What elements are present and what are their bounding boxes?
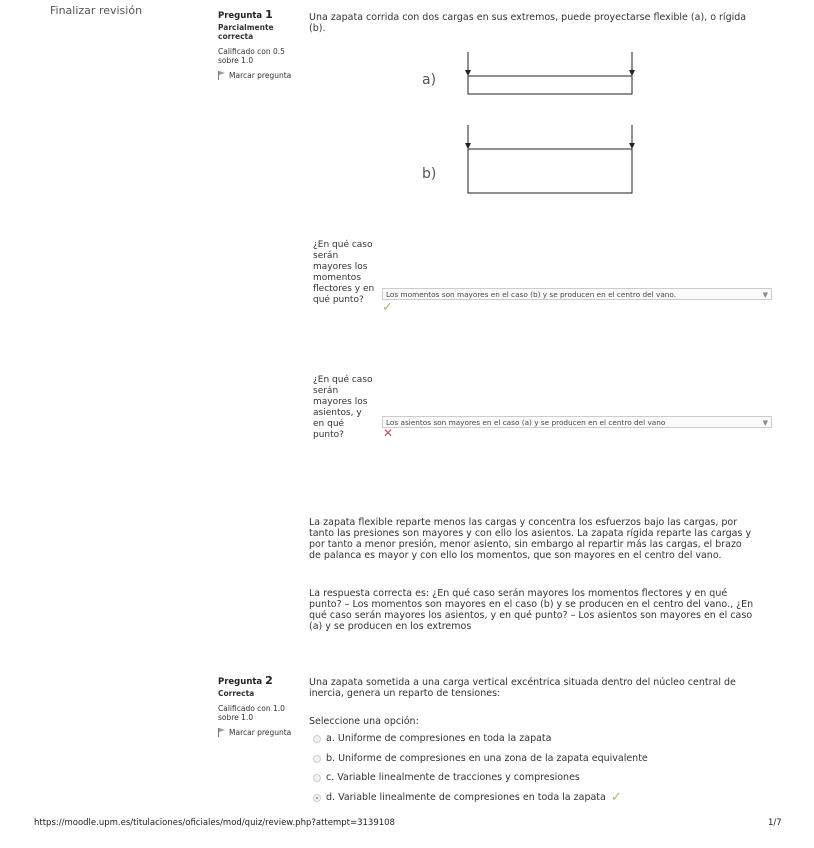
footer-url: https://moodle.upm.es/titulaciones/oficiales/mod/quiz/review.php?attempt=3139108: [34, 818, 395, 828]
correct-check-icon: ✓: [382, 300, 393, 315]
radio-b[interactable]: [313, 755, 321, 763]
footer-page-number: 1/7: [768, 818, 782, 828]
question-1-number: Pregunta 1: [218, 8, 273, 21]
question-1-info: [218, 10, 298, 80]
subquestion-1-select[interactable]: Los momentos son mayores en el caso (b) y se producen en el centro del vano. ▼: [382, 288, 772, 300]
option-c[interactable]: c. Variable linealmente de tracciones y compresiones: [313, 772, 580, 784]
flag-icon: [218, 71, 226, 80]
question-1-text: Una zapata corrida con dos cargas en sus extremos, puede proyectarse flexible (a), o rígida (b).: [309, 12, 747, 34]
subquestion-2-select[interactable]: Los asientos son mayores en el caso (a) y se producen en el centro del vano ▼: [382, 416, 772, 428]
figure-a-label: a): [422, 72, 437, 88]
option-d[interactable]: d. Variable linealmente de compresiones en toda la zapata ✓: [313, 792, 622, 804]
question-2-grade: Calificado con 1.0 sobre 1.0: [218, 704, 285, 722]
figure-b-rigid-footing: [462, 125, 640, 195]
correct-check-icon: ✓: [610, 790, 622, 805]
subquestion-1-prompt: ¿En qué caso serán mayores los momentos flectores y en qué punto?: [313, 240, 375, 305]
chevron-down-icon: ▼: [762, 291, 768, 299]
flag-icon: [218, 728, 226, 737]
question-1-feedback: La zapata flexible reparte menos las cargas y concentra los esfuerzos bajo las cargas, por tanto las presiones son mayores y con ello los asientos. La zapata rígida reparte las cargas y por tanto a menor presión, menor asiento, sin embargo al repartir más las cargas, el brazo de palanca es mayor y con ello los momentos, que son mayores en el centro del vano.: [309, 517, 752, 561]
question-2-state: Correcta: [218, 689, 255, 698]
radio-c[interactable]: [313, 774, 321, 782]
radio-a[interactable]: [313, 735, 321, 743]
option-b[interactable]: b. Uniforme de compresiones en una zona de la zapata equivalente: [313, 753, 648, 765]
flag-question-2[interactable]: Marcar pregunta: [218, 728, 298, 737]
option-a[interactable]: a. Uniforme de compresiones en toda la zapata: [313, 733, 551, 745]
question-1-right-answer: La respuesta correcta es: ¿En qué caso serán mayores los momentos flectores y en qué punto? – Los momentos son mayores en el caso (b) y se producen en el centro del vano., ¿En qué caso serán mayores los asientos, y en qué punto? – Los asientos son mayores en el caso (a) y se producen en los extremos: [309, 588, 754, 632]
question-2-text: Una zapata sometida a una carga vertical excéntrica situada dentro del núcleo central de inercia, genera un reparto de tensiones:: [309, 677, 736, 699]
figure-a-flexible-footing: [462, 52, 640, 97]
incorrect-cross-icon: ✕: [383, 426, 394, 440]
question-1-grade: Calificado con 0.5 sobre 1.0: [218, 47, 285, 65]
flag-question-1[interactable]: Marcar pregunta: [218, 71, 298, 80]
question-2-prompt: Seleccione una opción:: [309, 716, 419, 727]
finish-review-link[interactable]: Finalizar revisión: [50, 4, 143, 17]
radio-d-selected[interactable]: [313, 794, 321, 802]
subquestion-2-prompt: ¿En qué caso serán mayores los asientos, y en qué punto?: [313, 375, 373, 440]
question-2-number: Pregunta 2: [218, 674, 273, 687]
chevron-down-icon: ▼: [762, 419, 768, 427]
question-2-info: [218, 676, 298, 737]
question-1-state: Parcialmente correcta: [218, 23, 274, 41]
figure-b-label: b): [422, 166, 437, 182]
